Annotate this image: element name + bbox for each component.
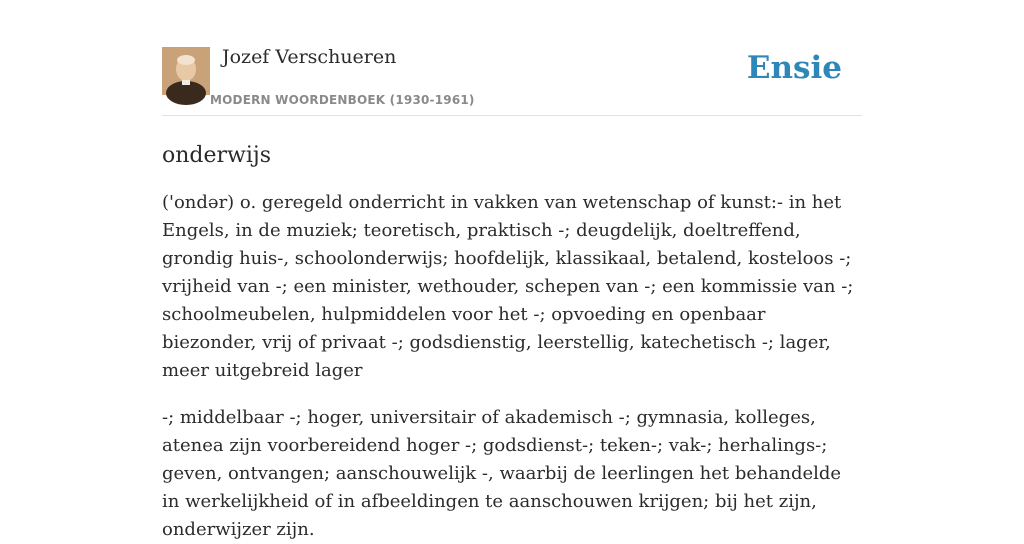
- entry-term: onderwijs: [162, 143, 272, 168]
- portrait-icon: [162, 47, 210, 95]
- definition-paragraph: ('ondər) o. geregeld onderricht in vakken van wetenschap of kunst:- in het Engels, in de muziek; teoretisch, praktisch -; deugdelijk, doeltreffend, grondig huis-, schoolonderwijs; hoofdelijk, klassikaal, betalend, kosteloos -; vrijheid van -; een minister, wethouder, schepen van -; een kommissie van -; schoolmeubelen, hulpmiddelen voor het -; opvoeding en openbaar biezonder, vrij of privaat -; godsdienstig, leerstellig, katechetisch -; lager, meer uitgebreid lager: [162, 192, 854, 381]
- definition-paragraph: -; middelbaar -; hoger, universitair of akademisch -; gymnasia, kolleges, atenea zijn voorbereidend hoger -; godsdienst-; teken-; vak-; herhalings-; geven, ontvangen; aanschouwelijk -, waarbij de leerlingen het behandelde in werkelijkheid of in afbeeldingen te aanschouwen krijgen; bij het zijn, onderwijzer zijn.: [162, 407, 842, 540]
- source-title[interactable]: MODERN WOORDENBOEK (1930-1961): [210, 93, 475, 107]
- author-name[interactable]: Jozef Verschueren: [222, 46, 397, 68]
- page-container: [162, 0, 862, 544]
- author-avatar[interactable]: [162, 47, 210, 95]
- brand-logo[interactable]: Ensie: [746, 50, 842, 86]
- entry-header: [162, 0, 862, 116]
